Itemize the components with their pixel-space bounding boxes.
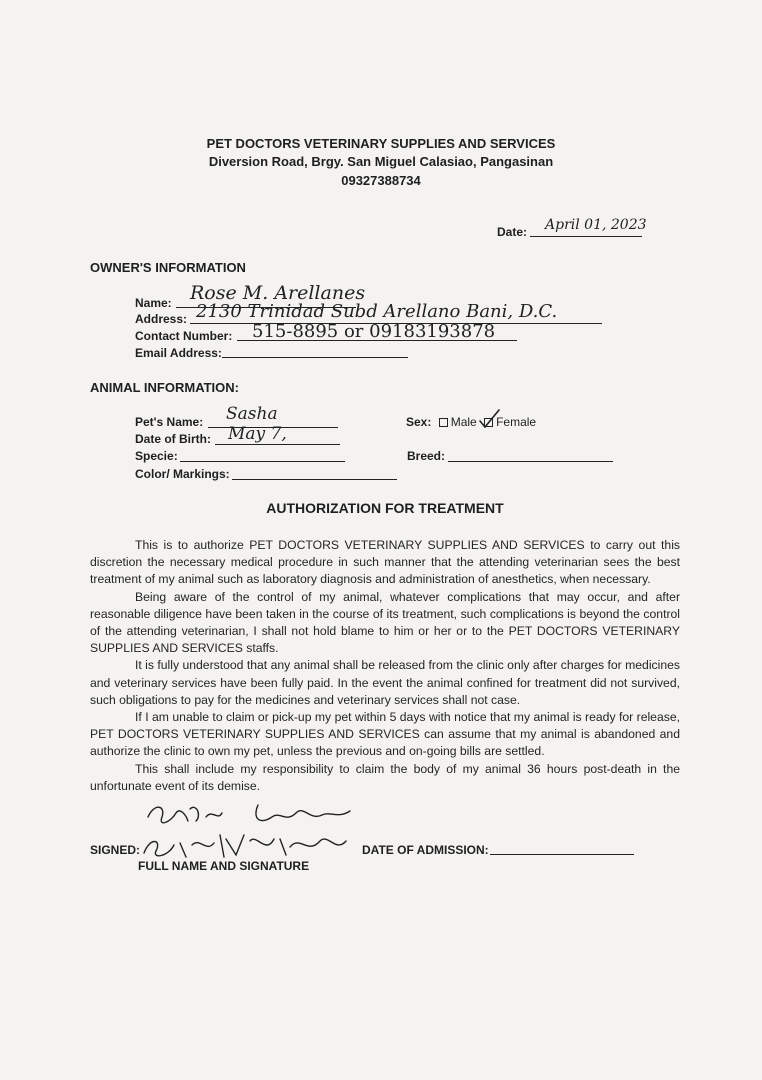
owner-contact-value: 515-8895 or 09183193878	[252, 321, 496, 342]
handwritten-signature	[140, 795, 360, 870]
full-name-signature-label: FULL NAME AND SIGNATURE	[138, 859, 310, 873]
date-of-admission-label: DATE OF ADMISSION:	[362, 843, 489, 857]
owner-address-value: 2130 Trinidad Subd Arellano Bani, D.C.	[196, 301, 558, 322]
pet-name-label: Pet's Name:	[135, 415, 204, 429]
breed-label: Breed:	[407, 449, 446, 463]
dob-label: Date of Birth:	[135, 432, 211, 446]
paragraph-3: It is fully understood that any animal shall be released from the clinic only after charges for medicines and veterinary services have been fully paid. In the event the animal confined for treatment did not survived, such obligations to pay for the medicines and veterinary services shall not case.	[90, 658, 680, 707]
owner-section-title: OWNER'S INFORMATION	[90, 260, 246, 275]
authorization-body	[90, 537, 680, 795]
sex-label: Sex:	[406, 415, 432, 429]
name-label: Name:	[135, 296, 172, 310]
paragraph-1: This is to authorize PET DOCTORS VETERINARY SUPPLIES AND SERVICES to carry out this discretion the necessary medical procedure in such manner that the attending veterinarian sees the best treatment of my animal such as laboratory diagnosis and administration of anesthetics, when necessary.	[90, 538, 680, 587]
date-line	[530, 236, 642, 237]
paragraph-5: This shall include my responsibility to claim the body of my animal 36 hours post-death in the unfortunate event of its demise.	[90, 761, 680, 793]
sex-field	[406, 414, 536, 430]
date-of-admission-line	[490, 854, 634, 855]
animal-section-title: ANIMAL INFORMATION:	[90, 380, 239, 395]
signed-label: SIGNED:	[90, 843, 141, 857]
female-check-mark-icon	[478, 408, 502, 430]
color-label: Color/ Markings:	[135, 467, 230, 481]
male-option-label: Male	[450, 415, 477, 429]
business-name: PET DOCTORS VETERINARY SUPPLIES AND SERVICES	[206, 136, 556, 151]
dob-value: May 7,	[228, 424, 287, 444]
authorization-title: AUTHORIZATION FOR TREATMENT	[266, 500, 504, 516]
female-option-label: Female	[496, 415, 537, 429]
email-label: Email Address:	[135, 346, 222, 360]
male-checkbox[interactable]	[439, 418, 448, 427]
specie-line	[180, 461, 345, 462]
date-label: Date:	[497, 225, 528, 239]
paragraph-2: Being aware of the control of my animal, whatever complications that may occur, and after reasonable diligence have been taken in the course of its treatment, such complications is beyond the control of the attending veterinarian, I shall not hold blame to him or her or to the PET DOCTORS VETERINARY SUPPLIES AND SERVICES staffs.	[90, 589, 680, 656]
dob-line	[215, 444, 340, 445]
paragraph-4: If I am unable to claim or pick-up my pet within 5 days with notice that my animal is ready for release, PET DOCTORS VETERINARY SUPPLIES AND SERVICES can assume that my animal is abandoned and authorize the clinic to own my pet, unless the previous and on-going bills are settled.	[90, 710, 680, 759]
email-line	[222, 357, 408, 358]
address-label: Address:	[135, 312, 188, 326]
date-value: April 01, 2023	[545, 217, 647, 233]
pet-name-value: Sasha	[226, 404, 278, 424]
business-address: Diversion Road, Brgy. San Miguel Calasiao, Pangasinan	[208, 154, 554, 169]
business-phone: 09327388734	[341, 173, 421, 188]
breed-line	[448, 461, 613, 462]
owner-name-value: Rose M. Arellanes	[190, 282, 366, 304]
color-line	[232, 479, 397, 480]
contact-label: Contact Number:	[135, 329, 233, 343]
specie-label: Specie:	[135, 449, 178, 463]
